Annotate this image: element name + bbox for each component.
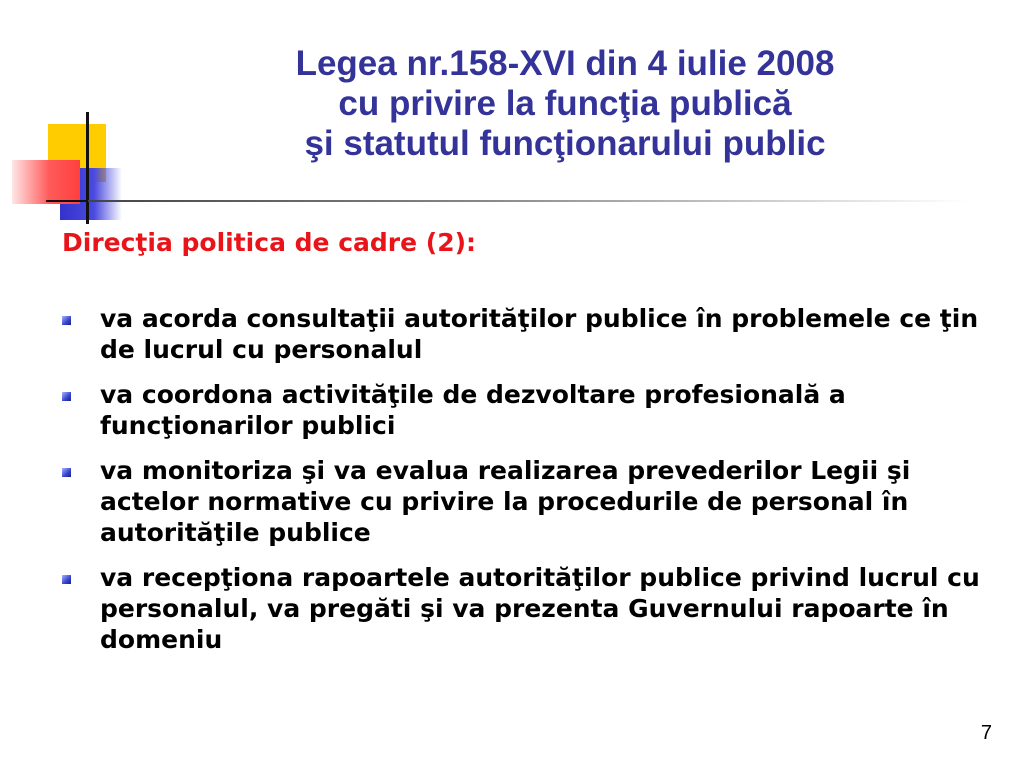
section-subheading: Direcţia politica de cadre (2):: [62, 228, 477, 257]
page-number: 7: [980, 722, 992, 744]
square-bullet-icon: [62, 316, 71, 325]
slide-title: [200, 44, 930, 164]
deco-red-square: [12, 160, 80, 204]
title-line: cu privire la funcţia publică: [338, 84, 792, 123]
bullet-list: [60, 303, 990, 669]
square-bullet-icon: [62, 392, 71, 401]
slide-decoration: [0, 0, 200, 240]
square-bullet-icon: [62, 468, 71, 477]
bullet-text: va recepţiona rapoartele autorităţilor publice privind lucrul cu personalul, va pregăti şi va prezenta Guvernului rapoarte în domeniu: [100, 563, 980, 654]
bullet-text: va monitoriza şi va evalua realizarea prevederilor Legii şi actelor normative cu privire la procedurile de personal în autorităţile publice: [100, 456, 911, 547]
bullet-item: [60, 562, 990, 655]
bullet-item: [60, 303, 990, 365]
title-underline: [88, 200, 968, 202]
deco-vertical-line: [86, 112, 89, 224]
bullet-text: va acorda consultaţii autorităţilor publice în problemele ce ţin de lucrul cu personalul: [100, 304, 979, 364]
bullet-item: [60, 379, 990, 441]
title-line: Legea nr.158-XVI din 4 iulie 2008: [295, 44, 835, 83]
bullet-item: [60, 455, 990, 548]
title-line: şi statutul funcţionarului public: [304, 124, 826, 163]
bullet-text: va coordona activităţile de dezvoltare profesională a funcţionarilor publici: [100, 380, 846, 440]
square-bullet-icon: [62, 575, 71, 584]
